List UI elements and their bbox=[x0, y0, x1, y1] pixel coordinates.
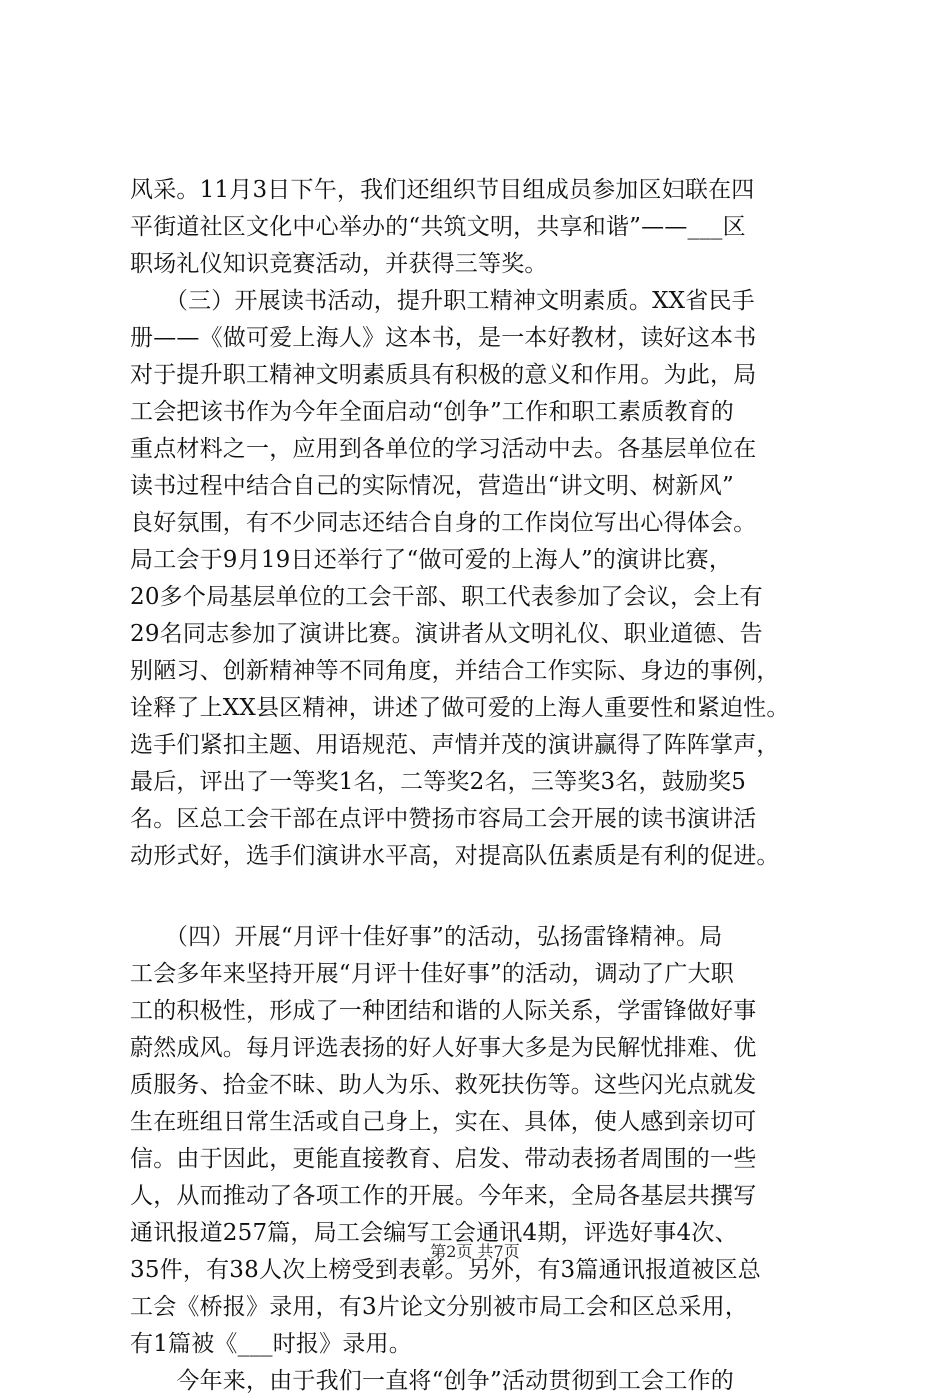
text-line: 选手们紧扣主题、用语规范、声情并茂的演讲赢得了阵阵掌声， bbox=[130, 732, 780, 758]
text-line: 通讯报道257篇，局工会编写工会通讯4期，评选好事4次、 bbox=[130, 1220, 738, 1246]
text-line: 29名同志参加了演讲比赛。演讲者从文明礼仪、职业道德、告 bbox=[130, 621, 763, 647]
text-line: 册——《做可爱上海人》这本书，是一本好教材，读好这本书 bbox=[130, 325, 757, 351]
text-line: 工会《桥报》录用，有3片论文分别被市局工会和区总采用， bbox=[130, 1294, 749, 1320]
text-line: 重点材料之一，应用到各单位的学习活动中去。各基层单位在 bbox=[130, 436, 757, 462]
paragraph-block-1 bbox=[130, 172, 830, 875]
page-footer bbox=[0, 1242, 950, 1262]
page-number-indicator: 第2页 共7页 bbox=[430, 1242, 520, 1261]
text-line: 平街道社区文化中心举办的“共筑文明，共享和谐”——___区 bbox=[130, 214, 746, 240]
text-line: 信。由于因此，更能直接教育、启发、带动表扬者周围的一些 bbox=[130, 1146, 757, 1172]
text-line: 风采。11月3日下午，我们还组织节目组成员参加区妇联在四 bbox=[130, 177, 755, 203]
text-line: 读书过程中结合自己的实际情况，营造出“讲文明、树新风” bbox=[130, 473, 734, 499]
text-line: 35件，有38人次上榜受到表彰。另外，有3篇通讯报道被区总 bbox=[130, 1257, 761, 1283]
text-line: 有1篇被《___时报》录用。 bbox=[130, 1331, 412, 1357]
text-line: （三）开展读书活动，提升职工精神文明素质。XX省民手 bbox=[130, 288, 755, 314]
text-line: 最后，评出了一等奖1名，二等奖2名，三等奖3名，鼓励奖5 bbox=[130, 769, 747, 795]
text-line: 局工会于9月19日还举行了“做可爱的上海人”的演讲比赛， bbox=[130, 547, 733, 573]
text-line: 20多个局基层单位的工会干部、职工代表参加了会议，会上有 bbox=[130, 584, 763, 610]
paragraph-block-2 bbox=[130, 919, 830, 1400]
paragraph-gap bbox=[130, 875, 830, 919]
text-line: 动形式好，选手们演讲水平高，对提高队伍素质是有利的促进。 bbox=[130, 843, 780, 869]
text-line: 工会多年来坚持开展“月评十佳好事”的活动，调动了广大职 bbox=[130, 961, 734, 987]
text-line: 工会把该书作为今年全面启动“创争”工作和职工素质教育的 bbox=[130, 399, 734, 425]
text-line: 职场礼仪知识竞赛活动，并获得三等奖。 bbox=[130, 251, 548, 277]
text-line: 质服务、拾金不昧、助人为乐、救死扶伤等。这些闪光点就发 bbox=[130, 1072, 757, 1098]
text-line: 名。区总工会干部在点评中赞扬市容局工会开展的读书演讲活 bbox=[130, 806, 757, 832]
text-line: 良好氛围，有不少同志还结合自身的工作岗位写出心得体会。 bbox=[130, 510, 757, 536]
text-line: 别陋习、创新精神等不同角度，并结合工作实际、身边的事例， bbox=[130, 658, 780, 684]
text-line: 人，从而推动了各项工作的开展。今年来，全局各基层共撰写 bbox=[130, 1183, 757, 1209]
text-line: 对于提升职工精神文明素质具有积极的意义和作用。为此，局 bbox=[130, 362, 757, 388]
text-line: （四）开展“月评十佳好事”的活动，弘扬雷锋精神。局 bbox=[130, 924, 723, 950]
text-line: 生在班组日常生活或自己身上，实在、具体，使人感到亲切可 bbox=[130, 1109, 757, 1135]
text-line: 蔚然成风。每月评选表扬的好人好事大多是为民解忧排难、优 bbox=[130, 1035, 757, 1061]
text-line: 诠释了上XX县区精神，讲述了做可爱的上海人重要性和紧迫性。 bbox=[130, 695, 790, 721]
text-line: 工的积极性，形成了一种团结和谐的人际关系，学雷锋做好事 bbox=[130, 998, 757, 1024]
document-body bbox=[130, 172, 830, 1400]
text-line: 今年来，由于我们一直将“创争”活动贯彻到工会工作的 bbox=[130, 1368, 734, 1394]
